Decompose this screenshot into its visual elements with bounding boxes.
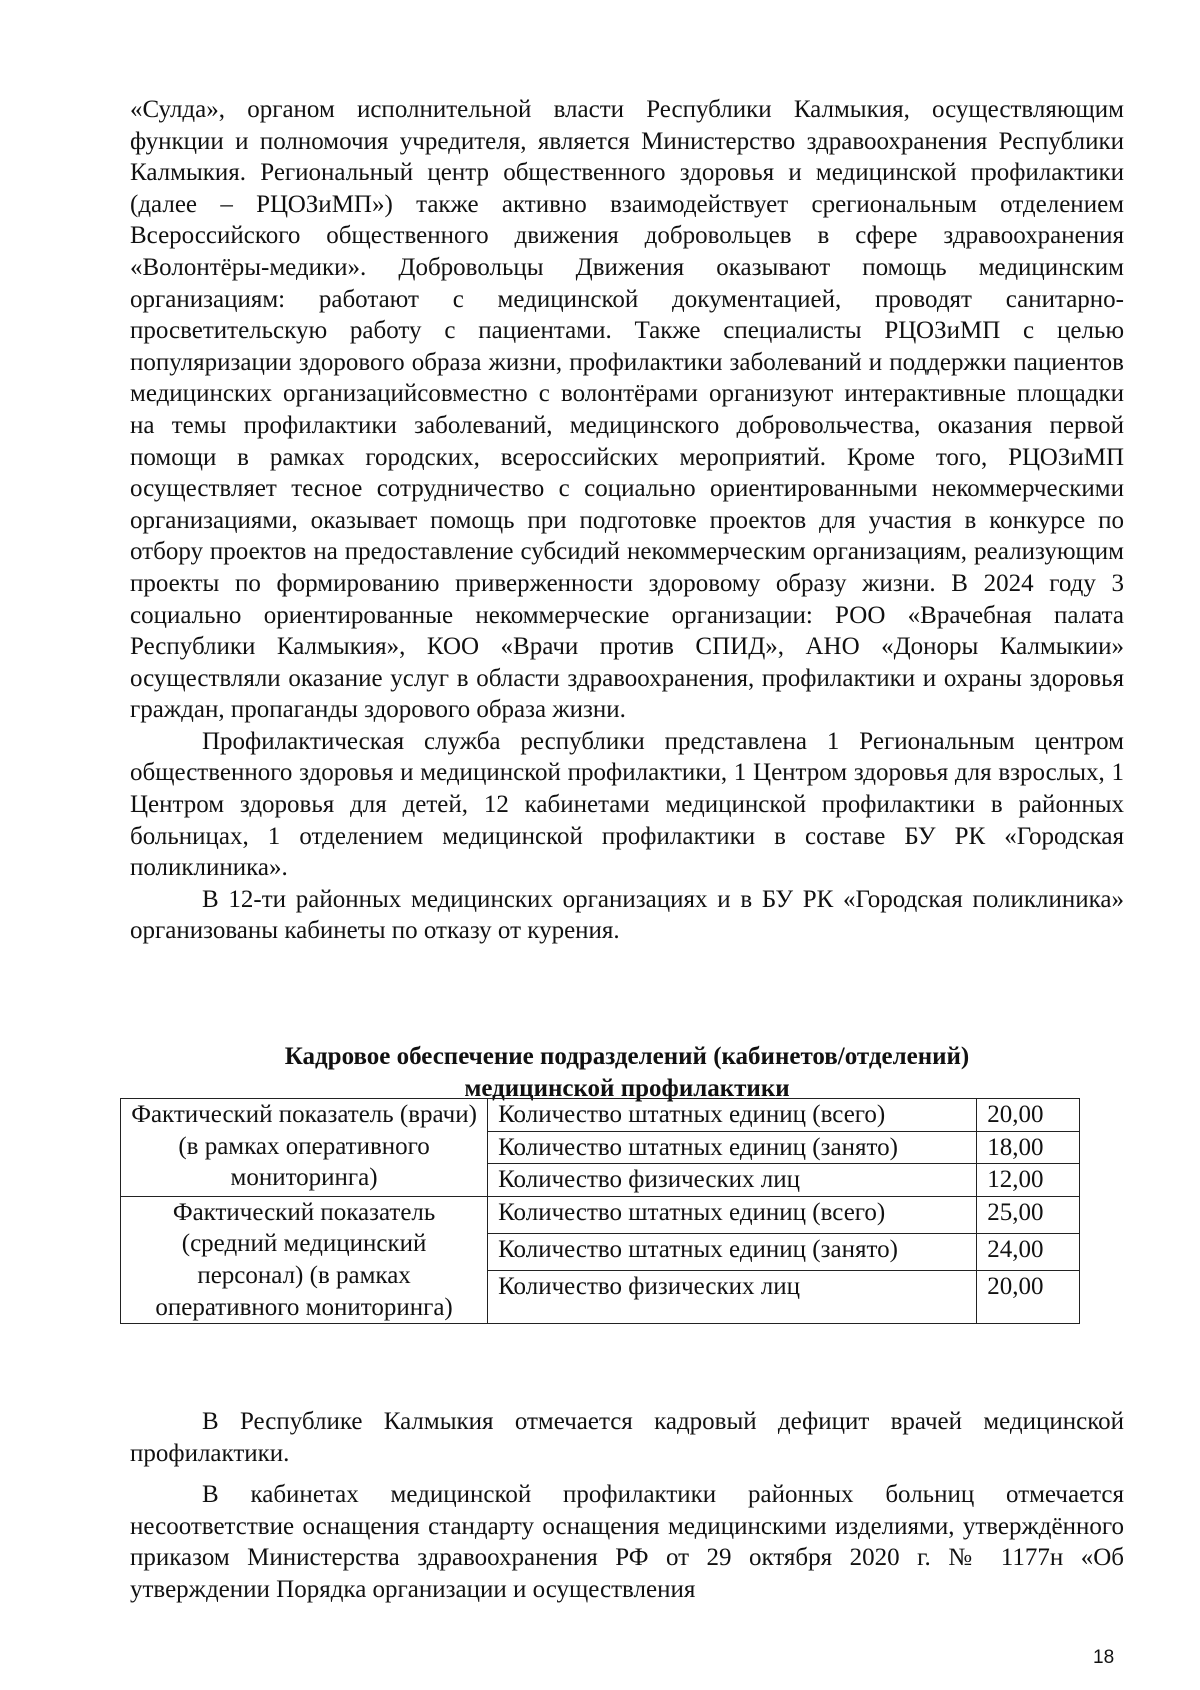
group-label-nurses: Фактический показатель (средний медицинский персонал) (в рамках оперативного мониторинга) <box>121 1196 488 1323</box>
table-row <box>121 1196 1080 1233</box>
indicator-cell: Количество штатных единиц (занято) <box>488 1131 977 1164</box>
indicator-cell: Количество физических лиц <box>488 1271 977 1324</box>
table-title <box>130 1041 1124 1105</box>
staffing-table <box>120 1098 1080 1324</box>
table-title-line-2: медицинской профилактики <box>464 1075 790 1102</box>
group-label-doctors: Фактический показатель (врачи) (в рамках оперативного мониторинга) <box>121 1099 488 1197</box>
table-title-line-1: Кадровое обеспечение подразделений (кабинетов/отделений) <box>284 1043 970 1070</box>
value-cell: 24,00 <box>977 1233 1080 1270</box>
intro-paragraph: «Сулда», органом исполнительной власти Республики Калмыкия, осуществляющим функции и полномочия учредителя, является Министерство здравоохранения Республики Калмыкия. Региональный центр общественного здоровья и медицинской профилактики (далее – РЦОЗиМП») также активно взаимодействует срегиональным отделением Всероссийского общественного движения добровольцев в сфере здравоохранения «Волонтёры-медики». Добровольцы Движения оказывают помощь медицинским организациям: работают с медицинской документацией, проводят санитарно-просветительскую работу с пациентами. Также специалисты РЦОЗиМП с целью популяризации здорового образа жизни, профилактики заболеваний и поддержки пациентов медицинских организацийсовместно с волонтёрами организуют интерактивные площадки на темы профилактики заболеваний, медицинского добровольчества, оказания первой помощи в рамках городских, всероссийских мероприятий. Кроме того, РЦОЗиМП осуществляет тесное сотрудничество с социально ориентированными некоммерческими организациями, оказывает помощь при подготовке проектов для участия в конкурсе по отбору проектов на предоставление субсидий некоммерческим организациям, реализующим проекты по формированию приверженности здоровому образу жизни. В 2024 году 3 социально ориентированные некоммерческие организации: РОО «Врачебная палата Республики Калмыкия», КОО «Врачи против СПИД», АНО «Доноры Калмыкии» осуществляли оказание услуг в области здравоохранения, профилактики и охраны здоровья граждан, пропаганды здорового образа жизни. <box>130 96 1124 724</box>
smoking-paragraph: В 12-ти районных медицинских организациях и в БУ РК «Городская поликлиника» организованы кабинеты по отказу от курения. <box>130 885 1124 945</box>
body-text-top <box>130 94 1124 947</box>
indicator-cell: Количество физических лиц <box>488 1164 977 1197</box>
indicator-cell: Количество штатных единиц (всего) <box>488 1196 977 1233</box>
value-cell: 12,00 <box>977 1164 1080 1197</box>
deficit-paragraph: В Республике Калмыкия отмечается кадровый дефицит врачей медицинской профилактики. <box>130 1408 1124 1467</box>
equipment-paragraph: В кабинетах медицинской профилактики районных больниц отмечается несоответствие оснащения стандарту оснащения медицинскими изделиями, утверждённого приказом Министерства здравоохранения РФ от 29 октября 2020 г. № 1177н «Об утверждении Порядка организации и осуществления <box>130 1481 1124 1603</box>
table-row <box>121 1099 1080 1132</box>
value-cell: 25,00 <box>977 1196 1080 1233</box>
value-cell: 20,00 <box>977 1271 1080 1324</box>
value-cell: 20,00 <box>977 1099 1080 1132</box>
indicator-cell: Количество штатных единиц (занято) <box>488 1233 977 1270</box>
value-cell: 18,00 <box>977 1131 1080 1164</box>
service-paragraph: Профилактическая служба республики представлена 1 Региональным центром общественного здоровья и медицинской профилактики, 1 Центром здоровья для взрослых, 1 Центром здоровья для детей, 12 кабинетами медицинской профилактики в районных больницах, 1 отделением медицинской профилактики в составе БУ РК «Городская поликлиника». <box>130 727 1124 882</box>
indicator-cell: Количество штатных единиц (всего) <box>488 1099 977 1132</box>
body-text-bottom <box>130 1406 1124 1606</box>
page-number: 18 <box>1093 1647 1115 1668</box>
